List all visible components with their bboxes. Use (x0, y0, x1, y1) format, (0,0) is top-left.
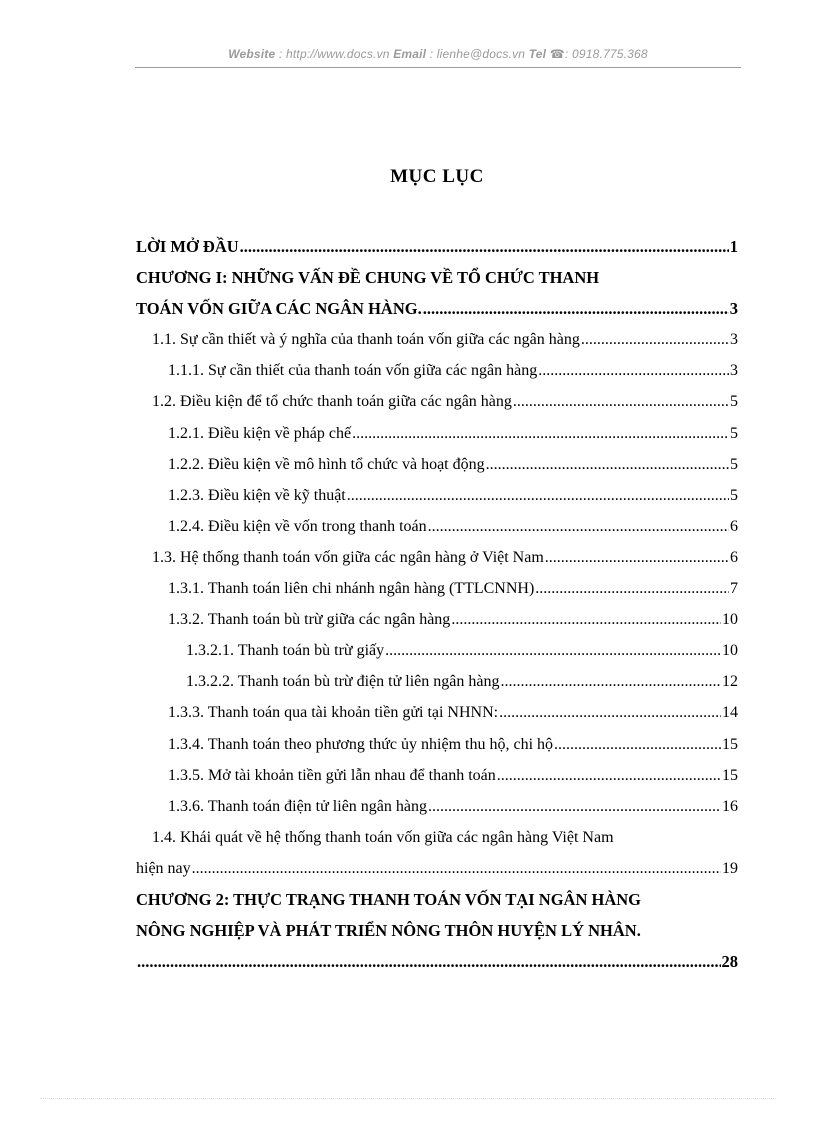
toc-entry[interactable] (0, 231, 816, 262)
toc-entry[interactable] (0, 666, 816, 697)
toc-entry-line (152, 822, 614, 853)
toc-dot-leader (581, 324, 729, 355)
toc-entry[interactable] (0, 853, 816, 884)
toc-entry-text: 1.3.4. Thanh toán theo phương thức ủy nhiệm thu hộ, chi hộ (168, 735, 554, 753)
toc-entry[interactable] (0, 480, 816, 511)
toc-entry-line (168, 697, 738, 728)
toc-page-number: 16 (722, 797, 738, 815)
toc-dot-leader (513, 386, 729, 417)
toc-entry-text: CHƯƠNG 2: THỰC TRẠNG THANH TOÁN VỐN TẠI NGÂN HÀNG (136, 889, 641, 909)
toc-entry-line (152, 324, 738, 355)
toc-entry-text: 1.3. Hệ thống thanh toán vốn giữa các ngân hàng ở Việt Nam (152, 548, 544, 566)
toc-page-number: 15 (722, 766, 738, 784)
toc-entry[interactable] (0, 604, 816, 635)
toc-page-number: 6 (730, 517, 738, 535)
toc-dot-leader (554, 729, 721, 760)
toc-page-number: 7 (730, 580, 738, 598)
tel-label: Tel (528, 47, 547, 61)
email-value: : lienhe@docs.vn (426, 47, 529, 61)
toc-page-number: 3 (730, 331, 738, 349)
toc-entry[interactable] (0, 542, 816, 573)
toc-dot-leader (499, 697, 721, 728)
email-label: Email (393, 47, 427, 61)
toc-entry-text: TOÁN VỐN GIỮA CÁC NGÂN HÀNG. (136, 299, 422, 319)
toc-entry[interactable] (0, 822, 816, 853)
toc-dot-leader (352, 418, 729, 449)
toc-page-number: 19 (722, 859, 738, 877)
website-value: : http://www.docs.vn (275, 47, 394, 61)
toc-entry-line (186, 635, 738, 666)
toc-page-number: 6 (730, 548, 738, 566)
toc-entry-text: 1.2. Điều kiện để tổ chức thanh toán giữa các ngân hàng (152, 393, 512, 411)
toc-entry[interactable] (0, 729, 816, 760)
toc-page-number: 3 (729, 299, 738, 319)
toc-entry-line (168, 760, 738, 791)
toc-dot-leader (497, 760, 721, 791)
toc-entry[interactable] (0, 386, 816, 417)
toc-entry-line (136, 915, 641, 946)
toc-entry[interactable] (0, 573, 816, 604)
toc-entry-text: 1.2.4. Điều kiện về vốn trong thanh toán (168, 517, 427, 535)
toc-dot-leader (535, 573, 729, 604)
toc-dot-leader (538, 355, 729, 386)
toc-page-number: 5 (730, 424, 738, 442)
toc-entry[interactable] (0, 946, 816, 977)
toc-entry-line (136, 884, 641, 915)
toc-page-number: 1 (729, 237, 738, 256)
toc-entry[interactable] (0, 760, 816, 791)
toc-title: MỤC LỤC (390, 166, 484, 187)
toc-entry-text: 1.2.3. Điều kiện về kỹ thuật (168, 486, 346, 504)
page-header (135, 47, 741, 61)
toc-entry-text: 1.1.1. Sự cần thiết của thanh toán vốn giữa các ngân hàng (168, 362, 538, 380)
toc-entry-line (152, 542, 738, 573)
toc-page-number: 5 (730, 455, 738, 473)
toc-entry-text: 1.3.3. Thanh toán qua tài khoản tiền gửi tại NHNN: (168, 704, 499, 722)
toc-entry-line (168, 511, 738, 542)
toc-entry-text: 1.4. Khái quát về hệ thống thanh toán vốn giữa các ngân hàng Việt Nam (152, 828, 614, 846)
toc-entry[interactable] (0, 293, 816, 324)
toc-entry-line (136, 293, 738, 324)
toc-entry-text: 1.3.2.1. Thanh toán bù trừ giấy (186, 642, 385, 660)
tel-value: : 0918.775.368 (564, 47, 648, 61)
toc-entry-line (136, 853, 738, 884)
toc-entry[interactable] (0, 449, 816, 480)
toc-entry[interactable] (0, 324, 816, 355)
toc-entry-text: hiện nay (136, 859, 191, 877)
toc-dot-leader (545, 542, 729, 573)
toc-dot-leader (428, 511, 729, 542)
toc-dot-leader (423, 293, 729, 324)
toc-dot-leader (137, 946, 721, 977)
toc-entry-line (168, 355, 738, 386)
toc-entry-line (168, 573, 738, 604)
toc-page-number: 10 (722, 611, 738, 629)
toc-entry[interactable] (0, 884, 816, 915)
toc-page-number: 10 (722, 642, 738, 660)
toc-entry-text: 1.2.2. Điều kiện về mô hình tổ chức và hoạt động (168, 455, 485, 473)
toc-entry-line (136, 262, 599, 293)
table-of-contents (0, 231, 816, 977)
toc-entry-text: NÔNG NGHIỆP VÀ PHÁT TRIỂN NÔNG THÔN HUYỆN LÝ NHÂN. (136, 921, 641, 941)
toc-dot-leader (240, 231, 729, 262)
toc-page-number: 5 (730, 393, 738, 411)
toc-entry-text: 1.3.2. Thanh toán bù trừ giữa các ngân hàng (168, 611, 451, 629)
toc-entry-line (136, 946, 738, 977)
toc-entry[interactable] (0, 915, 816, 946)
toc-entry-text: CHƯƠNG I: NHỮNG VẤN ĐỀ CHUNG VỀ TỔ CHỨC THANH (136, 268, 600, 288)
toc-page-number: 12 (722, 673, 738, 691)
toc-page-number: 28 (721, 952, 738, 972)
toc-entry-text: 1.3.6. Thanh toán điện tử liên ngân hàng (168, 797, 427, 815)
toc-entry[interactable] (0, 355, 816, 386)
toc-dot-leader (428, 791, 721, 822)
toc-page-number: 3 (730, 362, 738, 380)
toc-entry-line (168, 791, 738, 822)
toc-entry[interactable] (0, 697, 816, 728)
toc-entry[interactable] (0, 418, 816, 449)
toc-entry-line (152, 386, 738, 417)
toc-entry[interactable] (0, 511, 816, 542)
toc-page-number: 15 (722, 735, 738, 753)
toc-entry-line (168, 418, 738, 449)
footer-divider (40, 1098, 776, 1099)
toc-entry-line (168, 480, 738, 511)
toc-entry[interactable] (0, 791, 816, 822)
toc-entry-text: 1.1. Sự cần thiết và ý nghĩa của thanh toán vốn giữa các ngân hàng (152, 331, 580, 349)
toc-dot-leader (451, 604, 721, 635)
toc-entry-line (186, 666, 738, 697)
toc-page-number: 14 (722, 704, 738, 722)
toc-entry-line (136, 231, 738, 262)
toc-dot-leader (192, 853, 721, 884)
toc-dot-leader (500, 666, 721, 697)
toc-entry-text: 1.3.1. Thanh toán liên chi nhánh ngân hàng (TTLCNNH) (168, 580, 535, 598)
phone-icon: ☎ (549, 47, 565, 61)
toc-dot-leader (486, 449, 729, 480)
toc-dot-leader (385, 635, 721, 666)
toc-entry-text: LỜI MỞ ĐẦU (136, 237, 239, 256)
toc-entry-text: 1.2.1. Điều kiện về pháp chế (168, 424, 352, 442)
toc-entry-line (168, 604, 738, 635)
toc-page-number: 5 (730, 486, 738, 504)
toc-entry[interactable] (0, 262, 816, 293)
toc-dot-leader (347, 480, 729, 511)
toc-entry-text: 1.3.5. Mở tài khoản tiền gửi lẫn nhau để thanh toán (168, 766, 496, 784)
toc-entry[interactable] (0, 635, 816, 666)
toc-entry-line (168, 729, 738, 760)
toc-entry-text: 1.3.2.2. Thanh toán bù trừ điện tử liên ngân hàng (186, 673, 500, 691)
toc-entry-line (168, 449, 738, 480)
website-label: Website (228, 47, 276, 61)
header-divider (135, 67, 741, 68)
